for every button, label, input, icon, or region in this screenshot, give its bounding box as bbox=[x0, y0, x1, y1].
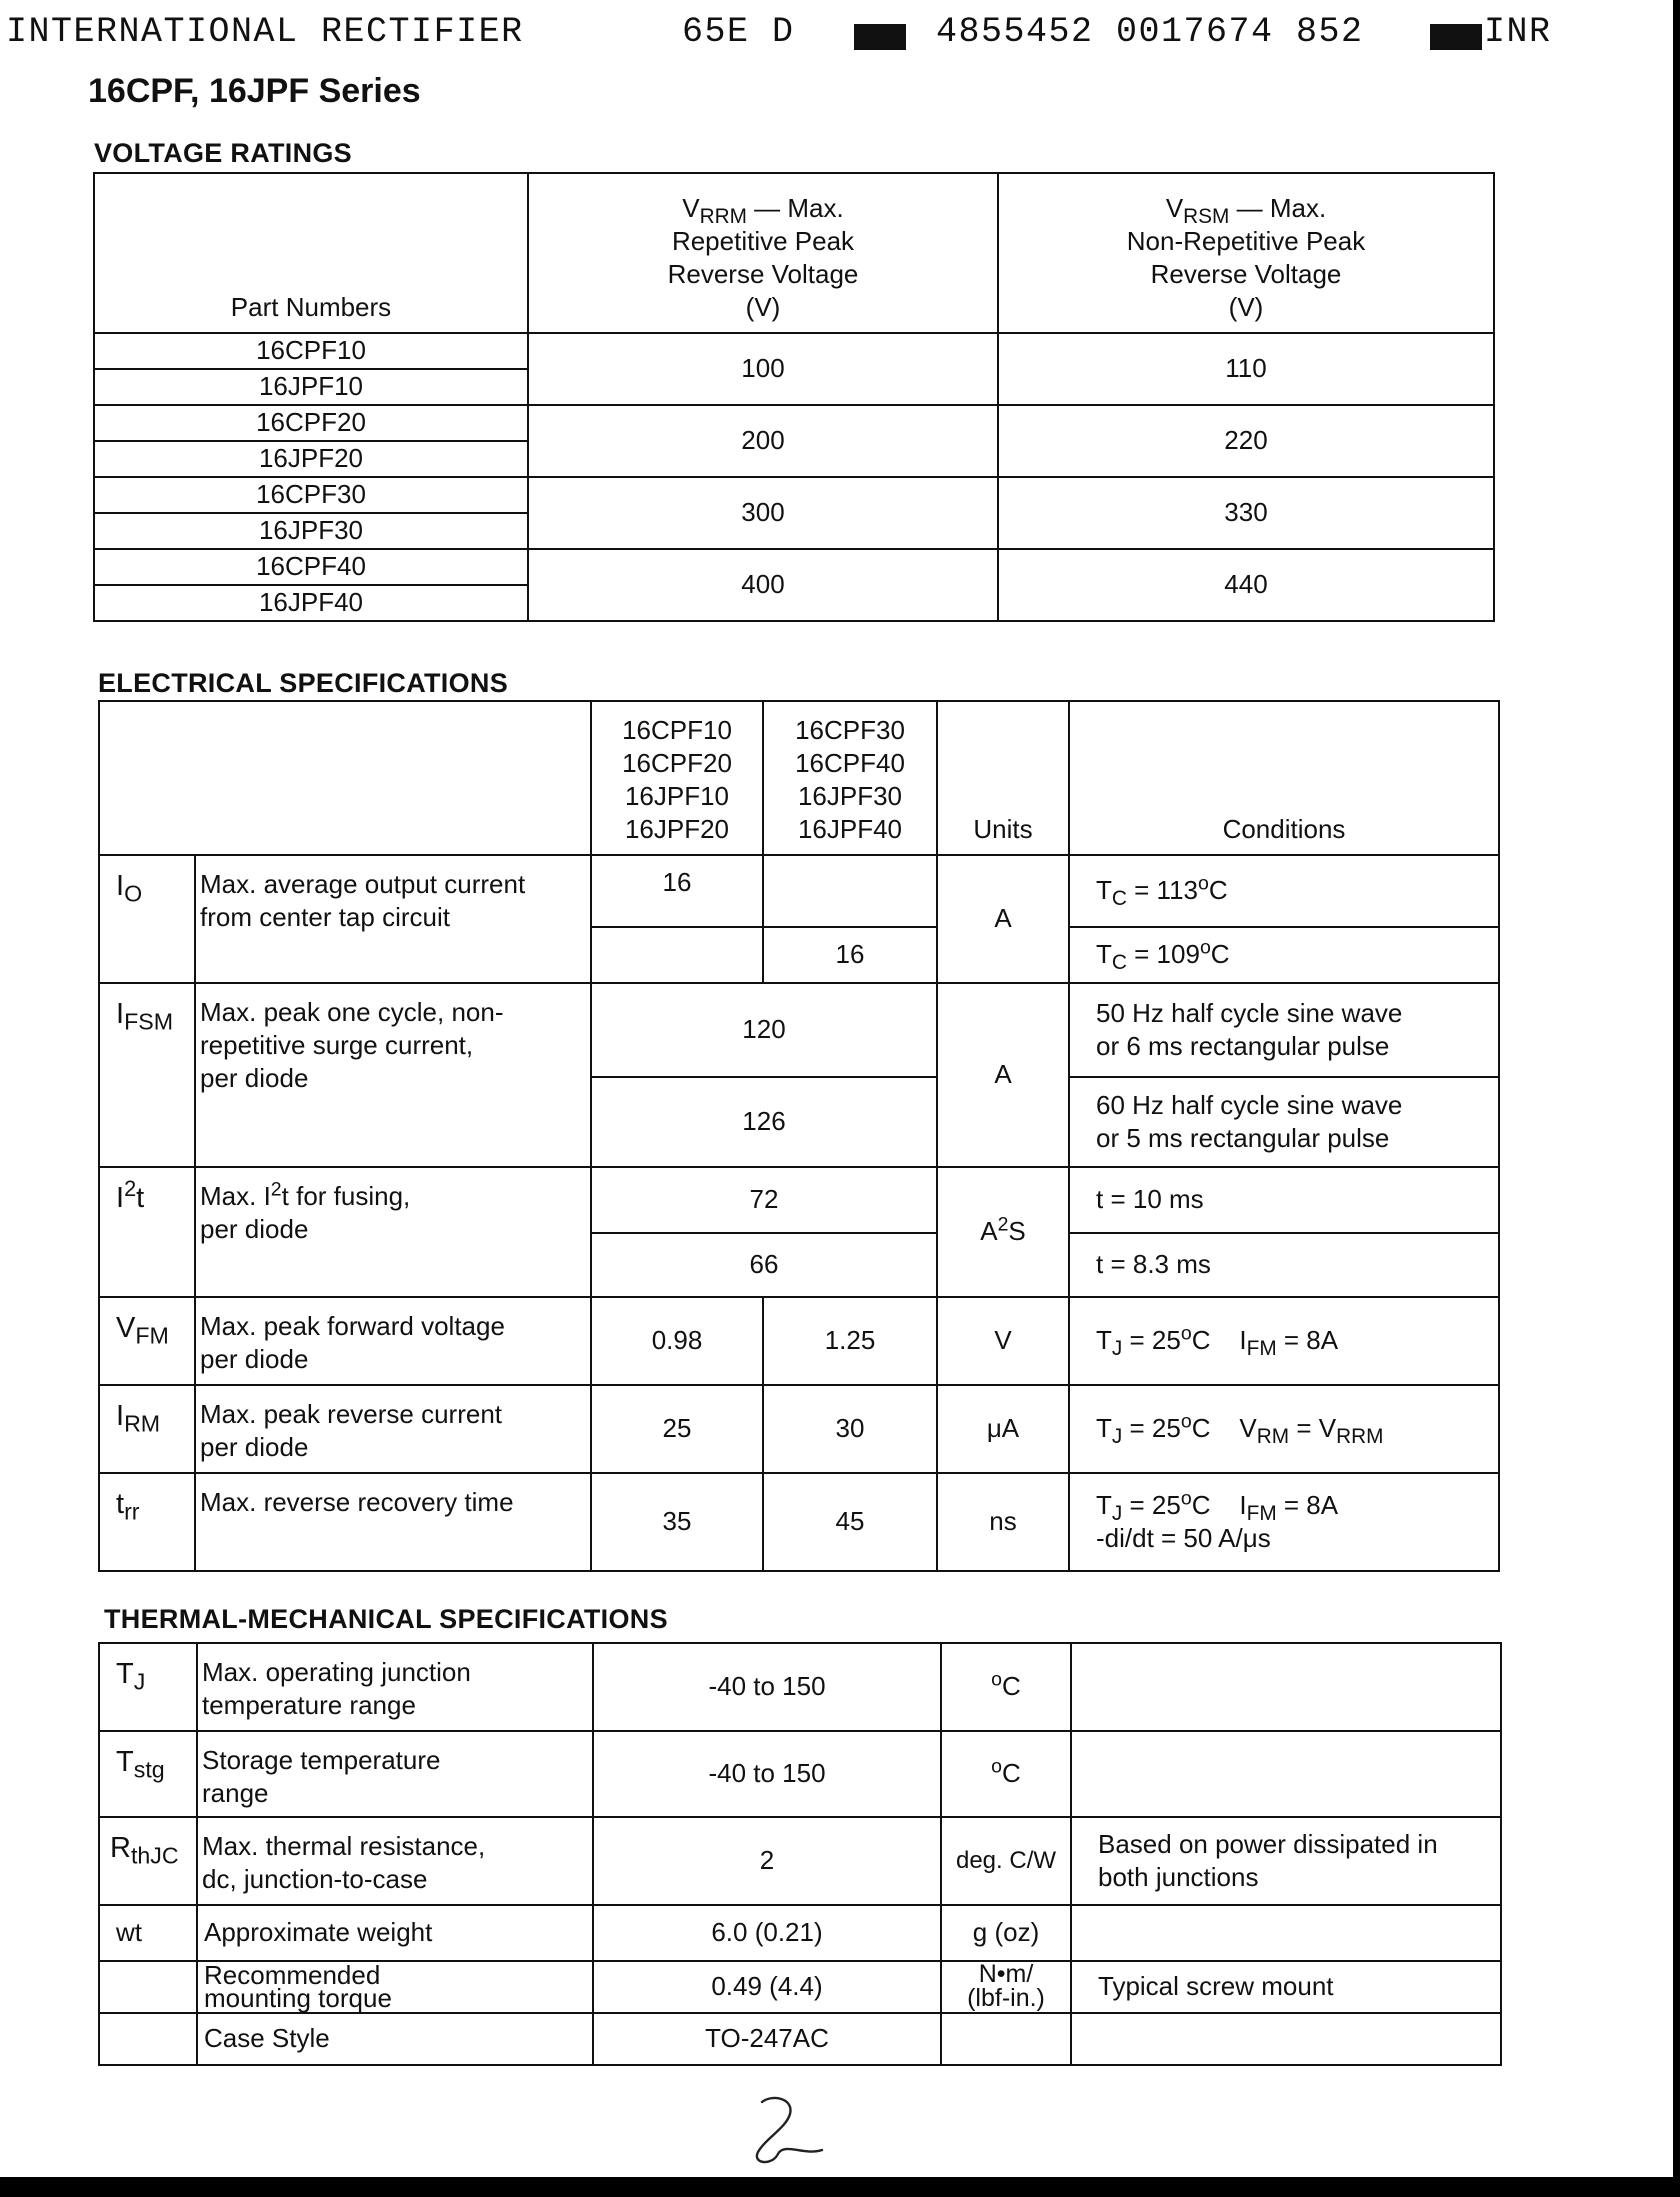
table-row bbox=[99, 2013, 1501, 2065]
symbol-tj: $T_J$ bbox=[99, 1643, 197, 1731]
value: 45 bbox=[763, 1473, 937, 1571]
empty-cell bbox=[1071, 1731, 1501, 1817]
unit: $^o$C bbox=[941, 1643, 1071, 1731]
value: -40 to 150 bbox=[593, 1731, 941, 1817]
table-row bbox=[99, 1817, 1501, 1905]
table-row bbox=[99, 855, 1499, 927]
blank-header bbox=[99, 701, 591, 855]
electrical-specs-table bbox=[98, 700, 1500, 1572]
value: 0.98 bbox=[591, 1297, 763, 1385]
table-row bbox=[99, 1297, 1499, 1385]
description: Storage temperature range bbox=[197, 1731, 593, 1817]
value: 126 bbox=[591, 1077, 937, 1167]
unit: A bbox=[937, 983, 1069, 1167]
part-number: 16CPF20 bbox=[94, 405, 528, 441]
value: -40 to 150 bbox=[593, 1643, 941, 1731]
vrrm-value: 100 bbox=[528, 333, 998, 405]
symbol-tstg: $T_{stg}$ bbox=[99, 1731, 197, 1817]
condition: 60 Hz half cycle sine wave or 5 ms rectangular pulse bbox=[1069, 1077, 1499, 1167]
condition: t = 8.3 ms bbox=[1069, 1233, 1499, 1297]
thermal-mech-table bbox=[98, 1642, 1502, 2066]
units-header: Units bbox=[937, 701, 1069, 855]
empty-cell bbox=[1071, 2013, 1501, 2065]
series-title: 16CPF, 16JPF Series bbox=[88, 72, 421, 110]
part-number: 16CPF40 bbox=[94, 549, 528, 585]
part-number: 16JPF20 bbox=[94, 441, 528, 477]
vrrm-header: $V_{RRM}$ — Max. Repetitive Peak Reverse Voltage (V) bbox=[528, 173, 998, 333]
value: TO-247AC bbox=[593, 2013, 941, 2065]
condition: $T_C = 113^oC$ bbox=[1069, 855, 1499, 927]
condition: $T_C = 109^oC$ bbox=[1069, 927, 1499, 983]
table-row bbox=[99, 1905, 1501, 1961]
header-numbers: 4855452 0017674 852 bbox=[936, 12, 1364, 52]
symbol-vfm: $V_{FM}$ bbox=[99, 1297, 195, 1385]
condition: Typical screw mount bbox=[1071, 1961, 1501, 2013]
condition: $T_J = 25^oC$ $I_{FM} = 8A$ bbox=[1069, 1297, 1499, 1385]
symbol-wt: wt bbox=[99, 1905, 197, 1961]
company-name: INTERNATIONAL RECTIFIER bbox=[6, 12, 524, 52]
unit: A bbox=[937, 855, 1069, 983]
description: Max. thermal resistance, dc, junction-to-case bbox=[197, 1817, 593, 1905]
vrsm-value: 330 bbox=[998, 477, 1494, 549]
unit: $^o$C bbox=[941, 1731, 1071, 1817]
description: Approximate weight bbox=[197, 1905, 593, 1961]
description: Max. operating junction temperature range bbox=[197, 1643, 593, 1731]
unit: $A^2S$ bbox=[937, 1167, 1069, 1297]
description: Max. average output current from center tap circuit bbox=[195, 855, 591, 983]
vrrm-value: 200 bbox=[528, 405, 998, 477]
table-row bbox=[94, 333, 1494, 369]
description: Recommended mounting torque bbox=[197, 1961, 593, 2013]
symbol-io: $I_O$ bbox=[99, 855, 195, 983]
vrsm-value: 110 bbox=[998, 333, 1494, 405]
value: 66 bbox=[591, 1233, 937, 1297]
empty-cell bbox=[591, 927, 763, 983]
group-b-header: 16CPF30 16CPF40 16JPF30 16JPF40 bbox=[763, 701, 937, 855]
vrrm-value: 300 bbox=[528, 477, 998, 549]
unit: V bbox=[937, 1297, 1069, 1385]
symbol-i2t: $I^2t$ bbox=[99, 1167, 195, 1297]
condition: $T_J = 25^oC$ $I_{FM} = 8A$ -di/dt = 50 A/μs bbox=[1069, 1473, 1499, 1571]
vrrm-value: 400 bbox=[528, 549, 998, 621]
table-row bbox=[99, 1473, 1499, 1571]
voltage-ratings-table bbox=[93, 172, 1495, 622]
part-numbers-header: Part Numbers bbox=[94, 173, 528, 333]
symbol-trr: $t_{rr}$ bbox=[99, 1473, 195, 1571]
table-row bbox=[94, 405, 1494, 441]
value: 16 bbox=[591, 855, 763, 927]
value: 16 bbox=[763, 927, 937, 983]
group-a-header: 16CPF10 16CPF20 16JPF10 16JPF20 bbox=[591, 701, 763, 855]
voltage-ratings-title: VOLTAGE RATINGS bbox=[94, 138, 352, 168]
table-row bbox=[99, 1731, 1501, 1817]
symbol-ifsm: $I_{FSM}$ bbox=[99, 983, 195, 1167]
condition: t = 10 ms bbox=[1069, 1167, 1499, 1233]
part-number: 16JPF40 bbox=[94, 585, 528, 621]
empty-cell bbox=[99, 2013, 197, 2065]
header-code: 65E D bbox=[682, 12, 795, 52]
black-block-mark bbox=[854, 24, 906, 50]
symbol-irm: $I_{RM}$ bbox=[99, 1385, 195, 1473]
condition: Based on power dissipated in both junctions bbox=[1071, 1817, 1501, 1905]
part-number: 16CPF30 bbox=[94, 477, 528, 513]
description: Case Style bbox=[197, 2013, 593, 2065]
unit: μA bbox=[937, 1385, 1069, 1473]
vrsm-value: 220 bbox=[998, 405, 1494, 477]
handwritten-page-number bbox=[748, 2090, 838, 2170]
value: 120 bbox=[591, 983, 937, 1077]
table-row bbox=[94, 549, 1494, 585]
vrsm-value: 440 bbox=[998, 549, 1494, 621]
value: 0.49 (4.4) bbox=[593, 1961, 941, 2013]
empty-cell bbox=[763, 855, 937, 927]
vrsm-header: $V_{RSM}$ — Max. Non-Repetitive Peak Reverse Voltage (V) bbox=[998, 173, 1494, 333]
header-suffix: INR bbox=[1484, 12, 1552, 52]
description: Max. peak one cycle, non- repetitive surge current, per diode bbox=[195, 983, 591, 1167]
unit: ns bbox=[937, 1473, 1069, 1571]
symbol-rthjc: $R_{thJC}$ bbox=[99, 1817, 197, 1905]
part-number: 16JPF30 bbox=[94, 513, 528, 549]
description: Max. reverse recovery time bbox=[195, 1473, 591, 1571]
scan-edge-right bbox=[1673, 0, 1680, 2197]
conditions-header: Conditions bbox=[1069, 701, 1499, 855]
condition: $T_J = 25^oC$ $V_{RM} = V_{RRM}$ bbox=[1069, 1385, 1499, 1473]
part-number: 16JPF10 bbox=[94, 369, 528, 405]
empty-cell bbox=[1071, 1905, 1501, 1961]
electrical-specs-title: ELECTRICAL SPECIFICATIONS bbox=[98, 668, 509, 698]
value: 30 bbox=[763, 1385, 937, 1473]
value: 35 bbox=[591, 1473, 763, 1571]
description: Max. $I^2t$ for fusing, per diode bbox=[195, 1167, 591, 1297]
description: Max. peak forward voltage per diode bbox=[195, 1297, 591, 1385]
condition: 50 Hz half cycle sine wave or 6 ms rectangular pulse bbox=[1069, 983, 1499, 1077]
header-stamp bbox=[6, 12, 1566, 62]
description: Max. peak reverse current per diode bbox=[195, 1385, 591, 1473]
value: 2 bbox=[593, 1817, 941, 1905]
value: 6.0 (0.21) bbox=[593, 1905, 941, 1961]
thermal-mech-title: THERMAL-MECHANICAL SPECIFICATIONS bbox=[104, 1604, 668, 1634]
table-row bbox=[94, 477, 1494, 513]
unit: g (oz) bbox=[941, 1905, 1071, 1961]
unit: N•m/ (lbf-in.) bbox=[941, 1961, 1071, 2013]
part-number: 16CPF10 bbox=[94, 333, 528, 369]
empty-cell bbox=[941, 2013, 1071, 2065]
table-row bbox=[99, 1643, 1501, 1731]
table-row bbox=[99, 1167, 1499, 1233]
table-row bbox=[99, 1961, 1501, 2013]
table-row bbox=[99, 983, 1499, 1077]
unit: deg. C/W bbox=[941, 1817, 1071, 1905]
value: 1.25 bbox=[763, 1297, 937, 1385]
scan-edge-bottom bbox=[0, 2177, 1680, 2197]
value: 25 bbox=[591, 1385, 763, 1473]
black-block-mark bbox=[1430, 24, 1482, 50]
table-row bbox=[99, 1385, 1499, 1473]
empty-cell bbox=[99, 1961, 197, 2013]
empty-cell bbox=[1071, 1643, 1501, 1731]
value: 72 bbox=[591, 1167, 937, 1233]
